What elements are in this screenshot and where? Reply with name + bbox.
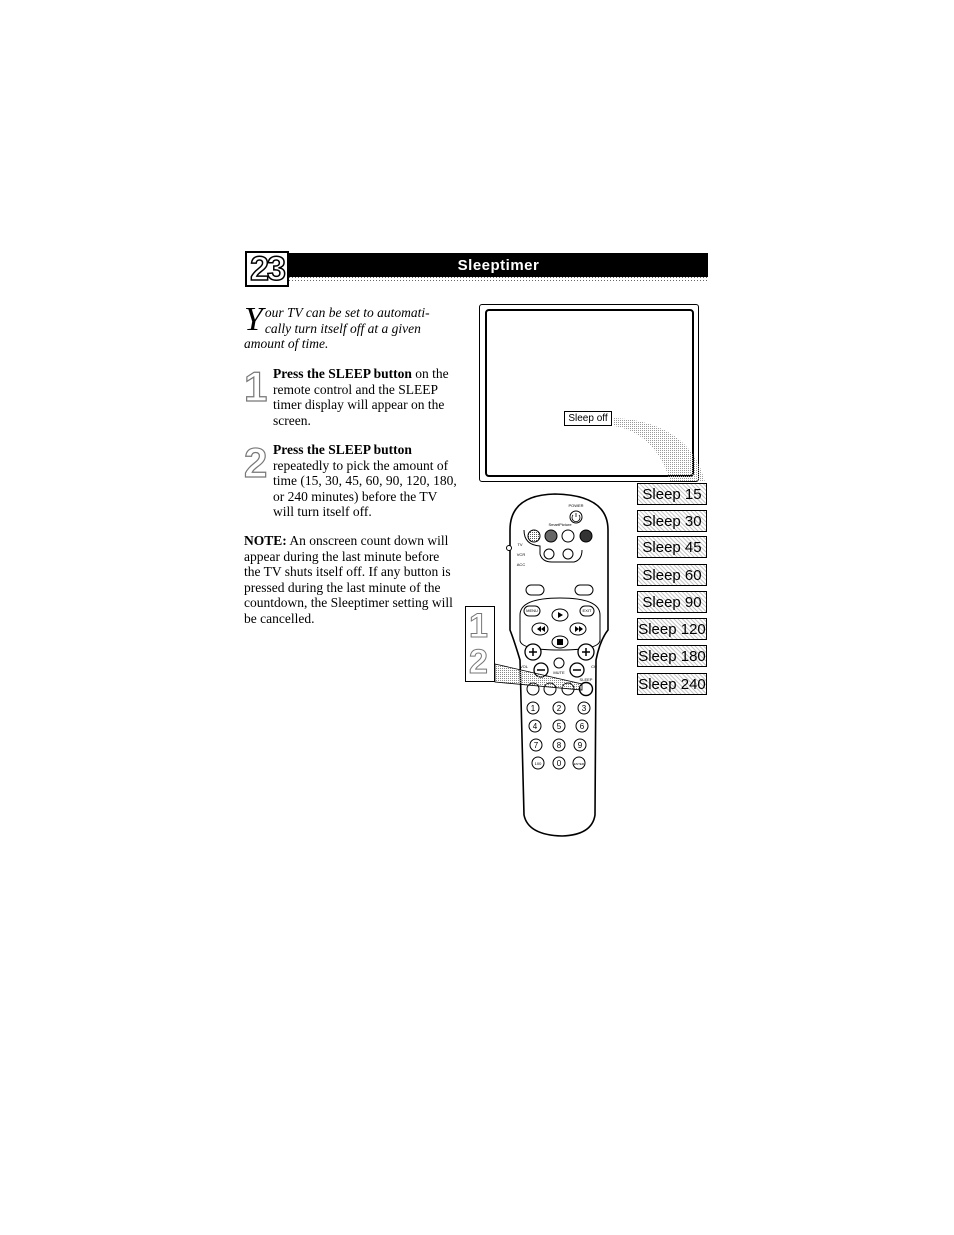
section-title: Sleeptimer (289, 253, 708, 277)
step-2-text (273, 442, 458, 520)
step-1-text (273, 366, 458, 428)
step-1-bold: Press the SLEEP button (273, 366, 412, 381)
digit-2-label: 2 (556, 704, 562, 713)
smartpic-button[interactable] (544, 549, 554, 559)
sleep-option-180: Sleep 180 (637, 645, 707, 667)
av-button[interactable] (526, 585, 544, 595)
smartsound-button[interactable] (563, 549, 573, 559)
callout-step-1: 1 (469, 607, 488, 645)
power-label: POWER (568, 503, 584, 508)
step-2-body: repeatedly to pick the amount of time (15, 30, 45, 60, 90, 120, 180, or 240 minutes) before the TV will turn itself off. (273, 457, 457, 520)
digit-7-label: 7 (533, 741, 539, 750)
intro-text: our TV can be set to automati-cally turn itself off at a given amount of time. (244, 305, 430, 352)
osd-sleep-off: Sleep off (564, 411, 612, 426)
blue-button[interactable] (580, 530, 592, 542)
green-button[interactable] (545, 530, 557, 542)
sleep-option-30: Sleep 30 (637, 510, 707, 532)
callout-box (465, 606, 495, 682)
sleep-option-240: Sleep 240 (637, 673, 707, 695)
header-underline (289, 277, 708, 283)
digit-3-label: 3 (581, 704, 587, 713)
digit-5-label: 5 (556, 722, 562, 731)
step-2-number: 2 (244, 439, 268, 486)
exit-label: EXIT (582, 608, 592, 613)
digit-6-label: 6 (579, 722, 585, 731)
mute-label: MUTE (553, 670, 565, 675)
step-2-bold: Press the SLEEP button (273, 442, 412, 457)
note-paragraph (244, 533, 454, 627)
red-button[interactable] (528, 530, 540, 542)
drop-cap: Y (244, 301, 263, 338)
digit-0-label: 0 (556, 759, 562, 768)
acc-label: ACC (516, 562, 526, 567)
menu-label: MENU (526, 608, 538, 613)
sleep-option-120: Sleep 120 (637, 618, 707, 640)
enter-label: ENTER (573, 762, 585, 766)
digit-8-label: 8 (556, 741, 562, 750)
vcr-label: VCR (516, 552, 526, 557)
digit-100-label: 100 (534, 761, 542, 766)
page-number: 23 (245, 251, 289, 287)
digit-9-label: 9 (577, 741, 583, 750)
vol-label: VOL (519, 664, 529, 669)
note-text: An onscreen count down will appear during the last minute before the TV shuts itself off. If any button is pressed during the last minute of the countdown, the Sleeptimer setting will be cancelled. (244, 533, 453, 626)
note-label: NOTE: (244, 533, 287, 548)
sleep-option-15: Sleep 15 (637, 483, 707, 505)
ch-label: CH (591, 664, 597, 669)
sleep-option-60: Sleep 60 (637, 564, 707, 586)
smartpicture-label: SmartPicture (548, 522, 572, 527)
digit-4-label: 4 (532, 722, 538, 731)
sleep-option-90: Sleep 90 (637, 591, 707, 613)
tv-label: TV (517, 542, 523, 547)
yellow-button[interactable] (562, 530, 574, 542)
digit-1-label: 1 (530, 704, 536, 713)
sleep-option-45: Sleep 45 (637, 536, 707, 558)
light-beam (600, 410, 710, 490)
surf-button[interactable] (575, 585, 593, 595)
step-1-body: on the remote control and the SLEEP timer display will appear on the screen. (273, 366, 449, 428)
sleep-label: SLEEP (579, 677, 593, 682)
intro-paragraph (244, 301, 444, 352)
callout-step-2: 2 (469, 643, 488, 681)
step-1-number: 1 (244, 363, 268, 410)
